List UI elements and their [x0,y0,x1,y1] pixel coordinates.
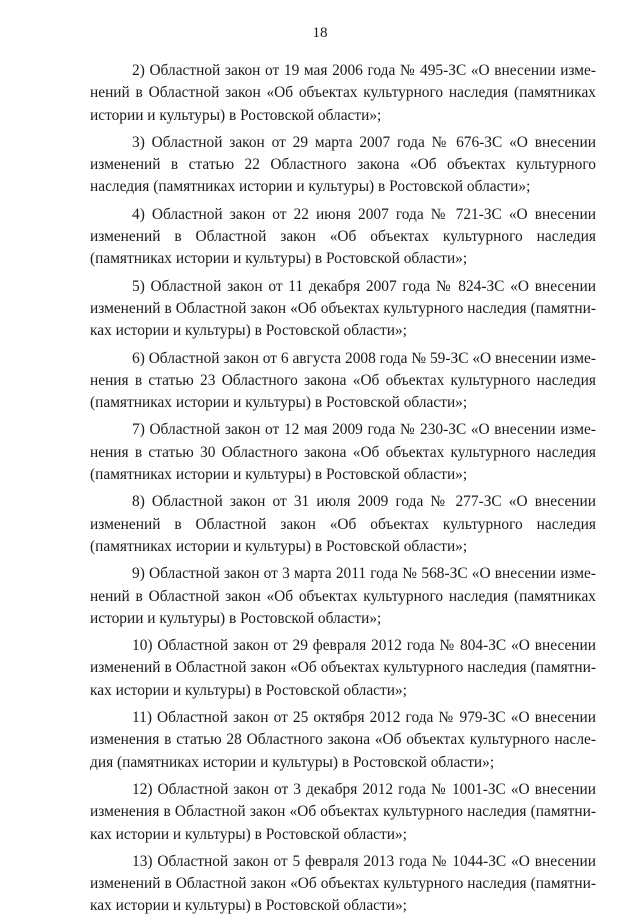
list-item-3: 3) Областной закон от 29 марта 2007 года № 676-ЗС «О внесении изменений в статью 22 Областного закона «Об объектах культурного наследия (памятниках истории и культуры) в Ростовской области»; [90,133,596,196]
list-item-7: 7) Областной закон от 12 мая 2009 года № 230-ЗС «О внесении изменения в статью 30 Областного закона «Об объектах культурного наследия (памятниках истории и культуры) в Ростовской области»; [90,421,596,484]
list-item-12: 12) Областной закон от 3 декабря 2012 года № 1001-ЗС «О внесении изменения в Областной закон «Об объектах культурного наследия (памятниках истории и культуры) в Ростовской области»; [90,780,596,843]
list-item-10: 10) Областной закон от 29 февраля 2012 года № 804-ЗС «О внесении изменений в Областной закон «Об объектах культурного наследия (памятниках истории и культуры) в Ростовской области»; [90,637,596,699]
page-number: 18 [312,25,328,41]
list-item-9: 9) Областной закон от 3 марта 2011 года № 568-ЗС «О внесении изменений в Областной закон «Об объектах культурного наследия (памятниках истории и культуры) в Ростовской области»; [90,565,596,627]
list-item-2: 2) Областной закон от 19 мая 2006 года № 495-ЗС «О внесении изменений в Областной закон «Об объектах культурного наследия (памятниках истории и культуры) в Ростовской области»; [90,62,596,124]
list-item-5: 5) Областной закон от 11 декабря 2007 года № 824-ЗС «О внесении изменений в Областной закон «Об объектах культурного наследия (памятниках истории и культуры) в Ростовской области»; [90,277,596,340]
list-item-8: 8) Областной закон от 31 июля 2009 года № 277-ЗС «О внесении изменений в Областной закон «Об объектах культурного наследия (памятниках истории и культуры) в Ростовской области»; [90,493,596,555]
list-item-13: 13) Областной закон от 5 февраля 2013 года № 1044-ЗС «О внесении изменений в Областной закон «Об объектах культурного наследия (памятниках истории и культуры) в Ростовской области»; [90,852,596,915]
document-body [90,60,596,923]
list-item-4: 4) Областной закон от 22 июня 2007 года № 721-ЗС «О внесении изменений в Областной закон «Об объектах культурного наследия (памятниках истории и культуры) в Ростовской области»; [90,205,596,268]
list-item-11: 11) Областной закон от 25 октября 2012 года № 979-ЗС «О внесении изменения в статью 28 Областного закона «Об объектах культурного наследия (памятниках истории и культуры) в Ростовской области»; [90,709,596,771]
list-item-6: 6) Областной закон от 6 августа 2008 года № 59-ЗС «О внесении изменения в статью 23 Областного закона «Об объектах культурного наследия (памятниках истории и культуры) в Ростовской области»; [90,349,596,412]
